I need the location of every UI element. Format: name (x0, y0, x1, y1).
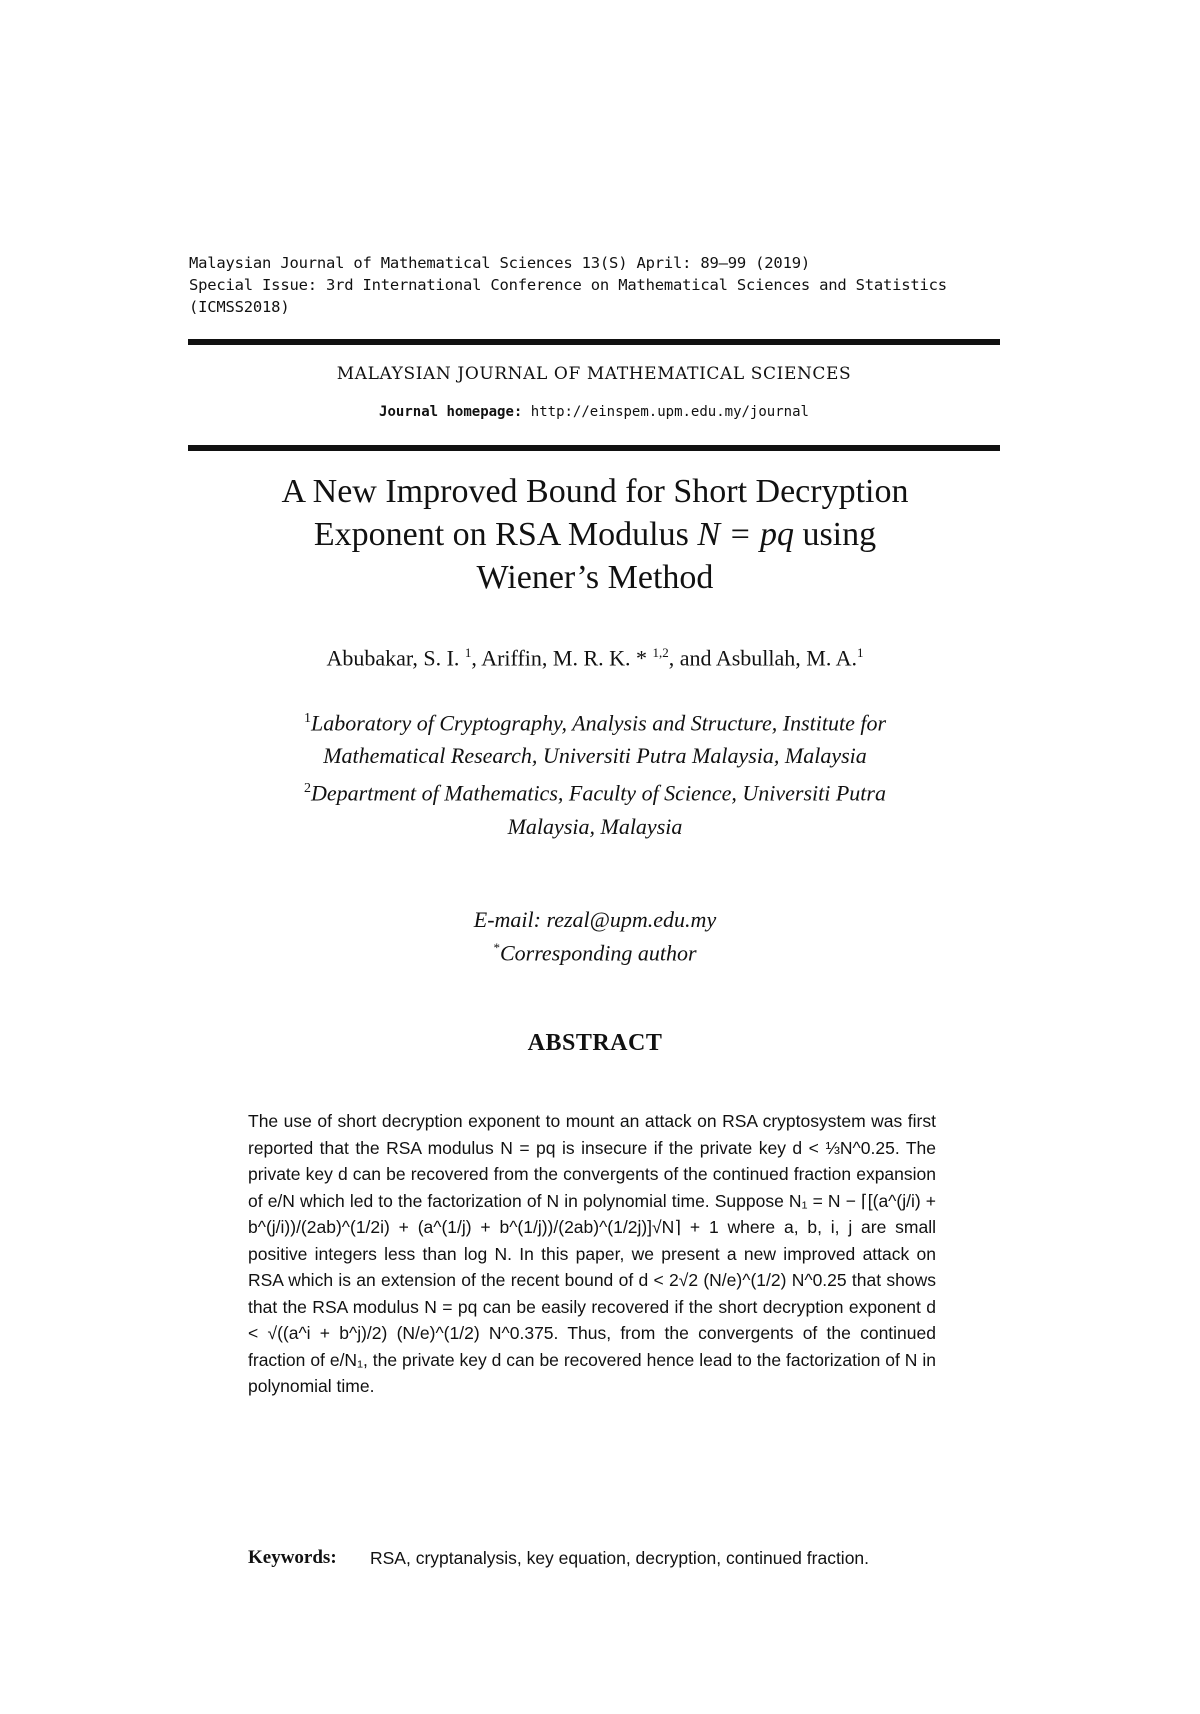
title-math: N = pq (697, 516, 794, 553)
keywords-text: RSA, cryptanalysis, key equation, decryption, continued fraction. (370, 1548, 870, 1568)
affiliation-text: Department of Mathematics, Faculty of Science, Universiti Putra (311, 780, 886, 806)
abstract-heading: ABSTRACT (527, 1030, 663, 1056)
corresponding-mark: * (493, 940, 500, 955)
title-text: using (793, 516, 877, 553)
title-line: Wiener’s Method (476, 559, 714, 596)
affil-mark: 2 (304, 781, 312, 797)
affil-mark: 1 (303, 711, 311, 726)
homepage-link[interactable]: http://einspem.upm.edu.my/journal (530, 404, 809, 420)
affiliations (160, 702, 1030, 843)
affiliation-text: Laboratory of Cryptography, Analysis and Structure, Institute for (310, 710, 887, 736)
author-email[interactable]: E-mail: rezal@upm.edu.my (473, 907, 717, 932)
journal-homepage (188, 404, 1000, 420)
keywords-label: Keywords: (248, 1547, 337, 1568)
affiliation-line (160, 772, 1030, 809)
paper-title (160, 470, 1030, 599)
author-name: , and Asbullah, M. A. (668, 645, 858, 671)
top-rule (188, 339, 1000, 345)
affiliation-line: Malaysia, Malaysia (507, 813, 683, 839)
citation-line: Malaysian Journal of Mathematical Sciences 13(S) April: 89–99 (2019) (189, 254, 810, 272)
title-line: A New Improved Bound for Short Decryption (281, 473, 909, 510)
author-affil-mark: 1,2 (652, 645, 669, 660)
contact-block (160, 906, 1030, 967)
affiliation-line: Mathematical Research, Universiti Putra Malaysia, Malaysia (323, 743, 867, 769)
keywords (248, 1545, 938, 1571)
journal-citation (189, 252, 1009, 318)
author-list (160, 645, 1030, 671)
affiliation-line (160, 702, 1030, 739)
title-line (160, 513, 1030, 556)
corresponding-note (160, 934, 1030, 967)
bottom-rule (188, 445, 1000, 451)
title-text: Exponent on RSA Modulus (313, 516, 698, 553)
author-affil-mark: 1 (464, 645, 472, 660)
author-name: Abubakar, S. I. (326, 645, 465, 671)
author-affil-mark: 1 (857, 645, 864, 660)
homepage-label: Journal homepage: (379, 404, 523, 420)
citation-line: Special Issue: 3rd International Conference on Mathematical Sciences and Statistics (189, 276, 947, 294)
journal-name: MALAYSIAN JOURNAL OF MATHEMATICAL SCIENCES (336, 364, 852, 384)
citation-line: (ICMSS2018) (189, 298, 290, 316)
author-name: , Ariffin, M. R. K. * (471, 645, 653, 671)
corresponding-text: Corresponding author (499, 940, 697, 966)
abstract-text: The use of short decryption exponent to mount an attack on RSA cryptosystem was first reported that the RSA modulus N = pq is insecure if the private key d < ⅓N^0.25. The private key d can be recovered from the convergents of the continued fraction expansion of e/N which led to the factorization of N in polynomial time. Suppose N₁ = N − ⌈[(a^(j/i) + b^(j/i))/(2ab)^(1/2i) + (a^(1/j) + b^(1/j))/(2ab)^(1/2j)]√N⌉ + 1 where a, b, i, j are small positive integers less than log N. In this paper, we present a new improved attack on RSA which is an extension of the recent bound of d < 2√2 (N/e)^(1/2) N^0.25 that shows that the RSA modulus N = pq can be easily recovered if the short decryption exponent d < √((a^i + b^j)/2) (N/e)^(1/2) N^0.375. Thus, from the convergents of the continued fraction of e/N₁, the private key d can be recovered hence lead to the factorization of N in polynomial time. (248, 1111, 936, 1396)
